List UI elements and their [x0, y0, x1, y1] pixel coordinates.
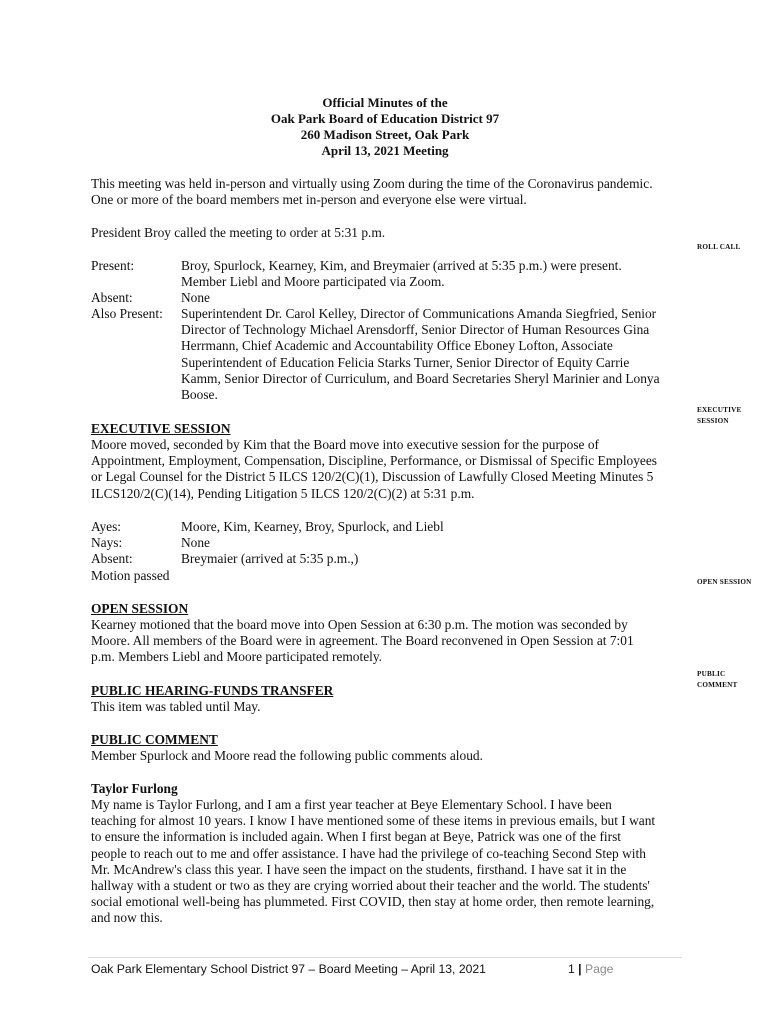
public-hearing-heading: PUBLIC HEARING-FUNDS TRANSFER	[91, 683, 334, 698]
present-label: Present:	[91, 258, 135, 273]
title-line-4: April 13, 2021 Meeting	[321, 143, 449, 158]
vote-absent-value: Breymaier (arrived at 5:35 p.m.,)	[181, 551, 359, 566]
intro-line: This meeting was held in-person and virtually using Zoom during the time of the Coronavirus pandemic.	[91, 176, 653, 191]
motion-result: Motion passed	[91, 568, 170, 583]
comment-line: hallway with a student or two as they are crying worried about their teacher and the world. The students'	[91, 878, 650, 894]
open-session-heading: OPEN SESSION	[91, 601, 189, 616]
executive-session-heading: EXECUTIVE SESSION	[91, 421, 231, 436]
executive-session-line: Appointment, Employment, Compensation, Discipline, Performance, or Dismissal of Specific Employees	[91, 453, 658, 469]
speaker-name: Taylor Furlong	[91, 781, 178, 796]
title-line-3: 260 Madison Street, Oak Park	[300, 127, 470, 142]
public-hearing-text: This item was tabled until May.	[91, 699, 261, 714]
executive-session-text	[91, 437, 681, 502]
ayes-value: Moore, Kim, Kearney, Broy, Spurlock, and Liebl	[181, 519, 444, 534]
comment-line: people to reach out to me and offer assistance. I have had the privilege of co-teaching Second Step with	[91, 845, 646, 861]
present-line: Member Liebl and Moore participated via Zoom.	[181, 274, 445, 290]
nays-label: Nays:	[91, 535, 123, 550]
comment-line: teaching for almost 10 years. I know I have mentioned some of these items in previous emails, but I want	[91, 813, 656, 829]
margin-note-line: EXECUTIVE	[697, 406, 742, 414]
comment-line: and now this.	[91, 910, 163, 926]
comment-line: My name is Taylor Furlong, and I am a first year teacher at Beye Elementary School. I have been	[91, 797, 612, 812]
absent-label: Absent:	[91, 290, 133, 305]
also-present-line: Director of Technology Michael Arensdorff, Senior Director of Human Resources Gina	[181, 322, 650, 338]
also-present-line: Herrmann, Chief Academic and Accountability Office Eboney Lofton, Associate	[181, 338, 613, 354]
also-present-line: Superintendent Dr. Carol Kelley, Director of Communications Amanda Siegfried, Senior	[181, 306, 657, 321]
open-session-text	[91, 617, 681, 666]
footer-text: Oak Park Elementary School District 97 – Board Meeting – April 13, 2021	[91, 962, 486, 976]
comment-line: social emotional well-being has plummeted. First COVID, then stay at home order, then remote learning,	[91, 894, 655, 910]
executive-session-line: Moore moved, seconded by Kim that the Board move into executive session for the purpose of	[91, 437, 599, 452]
ayes-label: Ayes:	[91, 519, 122, 534]
vote-absent-label: Absent:	[91, 551, 133, 566]
intro-paragraph	[91, 176, 681, 208]
margin-note-open-session: OPEN SESSION	[697, 578, 752, 586]
margin-note-line: SESSION	[697, 416, 729, 425]
footer-divider	[88, 957, 682, 958]
open-session-line: p.m. Members Liebl and Moore participated remotely.	[91, 649, 383, 665]
open-session-line: Moore. All members of the Board were in agreement. The Board reconvened in Open Session at 7:01	[91, 633, 634, 649]
absent-value: None	[181, 290, 211, 305]
also-present-value	[181, 306, 681, 403]
title-line-2: Oak Park Board of Education District 97	[270, 111, 500, 126]
comment-line: to ensure the information is included again. When I first began at Beye, Patrick was one of the first	[91, 829, 622, 845]
margin-note-executive-session	[697, 405, 742, 426]
public-comment-heading: PUBLIC COMMENT	[91, 732, 218, 747]
page-word: Page	[584, 962, 614, 976]
margin-note-roll-call: ROLL CALL	[697, 243, 741, 251]
margin-note-line: PUBLIC	[697, 670, 726, 678]
speaker-comment	[91, 797, 681, 927]
nays-value: None	[181, 535, 211, 550]
also-present-label: Also Present:	[91, 306, 163, 321]
present-value	[181, 258, 681, 290]
call-to-order: President Broy called the meeting to order at 5:31 p.m.	[91, 225, 386, 240]
open-session-line: Kearney motioned that the board move into Open Session at 6:30 p.m. The motion was seconded by	[91, 617, 628, 632]
margin-note-line: COMMENT	[697, 680, 738, 689]
executive-session-line: or Legal Counsel for the District 5 ILCS 120/2(C)(1), Discussion of Lawfully Closed Meeting Minutes 5	[91, 469, 654, 485]
page-number: 1	[568, 962, 575, 976]
title-line-1: Official Minutes of the	[322, 95, 448, 110]
also-present-line: Kamm, Senior Director of Curriculum, and Board Secretaries Sheryl Marinier and Lonya	[181, 370, 660, 386]
present-line: Broy, Spurlock, Kearney, Kim, and Breymaier (arrived at 5:35 p.m.) were present.	[181, 258, 622, 273]
executive-session-line: ILCS120/2(C)(14), Pending Litigation 5 ILCS 120/2(C)(2) at 5:31 p.m.	[91, 485, 475, 501]
intro-line: One or more of the board members met in-person and everyone else were virtual.	[91, 192, 527, 208]
page-separator: |	[578, 962, 582, 976]
comment-line: Mr. McAndrew's class this year. I have seen the impact on the students, firsthand. I have sat it in the	[91, 861, 627, 877]
also-present-line: Superintendent of Education Felicia Starks Turner, Senior Director of Equity Carrie	[181, 354, 630, 370]
also-present-line: Boose.	[181, 387, 218, 403]
footer-page-number	[568, 961, 613, 977]
margin-note-public-comment	[697, 669, 738, 690]
public-comment-intro: Member Spurlock and Moore read the following public comments aloud.	[91, 748, 483, 763]
